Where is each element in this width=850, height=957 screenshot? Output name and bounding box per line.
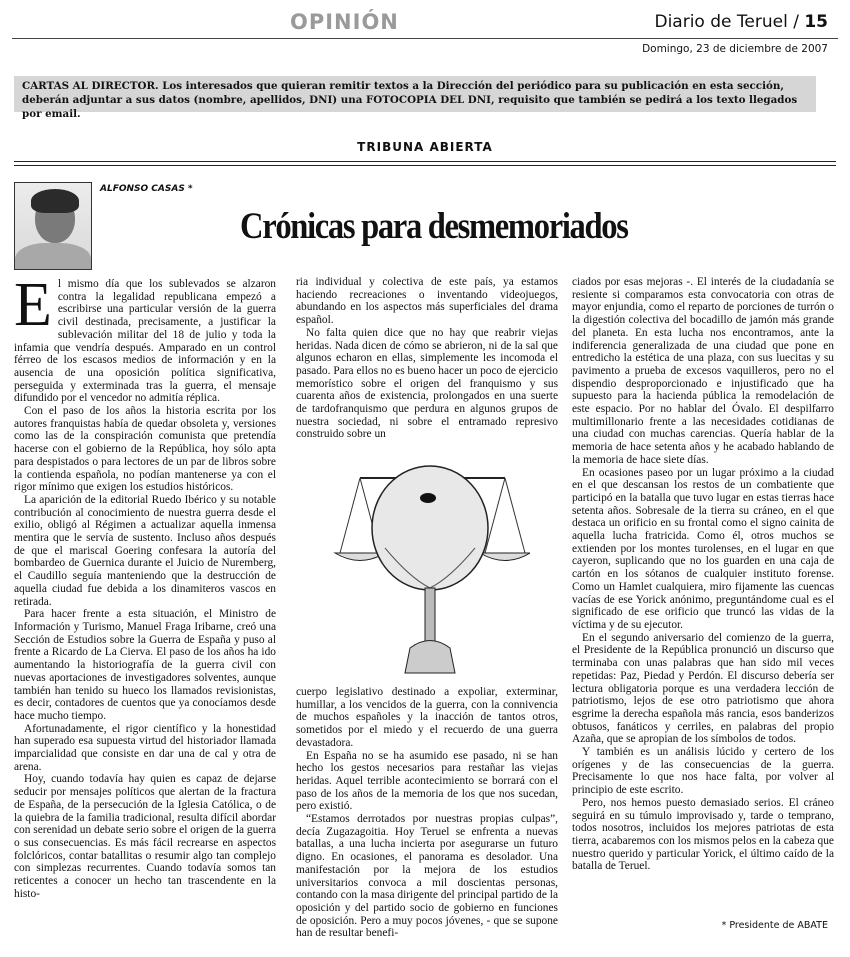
photo-hair bbox=[31, 189, 79, 213]
paragraph: No falta quien dice que no hay que reabrir viejas heridas. Nada dicen de cómo se abrieron, ni de la sal que algunos echaron en ellas, simplemente les incomoda el pasado. Para ellos no es bueno hacer un poco de ejercicio memorístico sobre el origen del franquismo y sus cuarenta años de existencia, prolongados en una suerte de tardofranquismo que perdura en algunos grupos de nuestra sociedad, ni sobre el entramado represivo construido sobre un bbox=[296, 326, 558, 441]
scales-skull-illustration bbox=[330, 458, 530, 680]
paragraph: ciados por esas mejoras -. El interés de la ciudadanía se resiente si comparamos esta convocatoria con otras de mayor enjundia, como el reparto de porciones de turrón o la digestión colectiva del bocadillo de jamón más grande del planeta. En esta lucha nos encontramos, ante la indiferencia generalizada de una ciudad que pone en entredicho la estética de una plaza, con sus luecitas y su pavimento a prueba de excesos vaquilleros, pero no el dispendio desproporcionado e injustificado que ha supuesto para la hacienda pública la remodelación de este espacio. Por no hablar del Óvalo. El despilfarro multimillonario frente a las necesidades cotidianas de una ciudad con muchas carencias. Quería hablar de la memoria de hace setenta años y he acabado hablando de la memoria de hace siete días. bbox=[572, 276, 834, 466]
paragraph: “Estamos derrotados por nuestras propias culpas”, decía Zugazagoitia. Hoy Teruel se enfrenta a nuevas batallas, a una lucha incierta por asegurarse un futuro digno. En ocasiones, el panorama es desolador. Una manifestación por la mejora de los estudios universitarios convoca a mil doscientas personas, contando con la masa dirigente del principal partido de la oposición y del partido socio de gobierno en funciones de oposición. Pero a muy pocos jóvenes, - que se supone han de resultar benefi- bbox=[296, 813, 558, 940]
article-column-3 bbox=[572, 276, 834, 873]
author-footnote: * Presidente de ABATE bbox=[721, 920, 828, 931]
scale-string bbox=[485, 478, 505, 553]
paragraph: Hoy, cuando todavía hay quien es capaz de dejarse seducir por mensajes políticos que alertan de la fractura de España, de la persecución de la Iglesia Católica, o de la quiebra de la familia tradicional, resulta difícil abordar con serenidad un debate serio sobre el origen de la guerra o sus consecuencias. Es más fácil recrearse en aspectos folclóricos, contar batallitas o resumir algo tan complejo con simplezas recurrentes. Cuando todavía somos tan reticentes a conocer un hecho tan trascendente en la histo- bbox=[14, 773, 276, 900]
scale-string bbox=[505, 478, 525, 553]
paragraph: ria individual y colectiva de este país, ya estamos haciendo recreaciones o inventando videojuegos, abundando en los aspectos más superficiales del drama español. bbox=[296, 276, 558, 327]
rubric-rule-bottom bbox=[14, 165, 836, 166]
page-number: 15 bbox=[804, 12, 828, 32]
paper-title: Diario de Teruel / bbox=[654, 12, 799, 32]
paragraph bbox=[14, 271, 276, 405]
paragraph: En España no se ha asumido ese pasado, ni se han hecho los gestos necesarios para restañar las viejas heridas. Aquel terrible acontecimiento se borrará con el paso de los años de la memoria de los que nos sucedan, pero existió. bbox=[296, 749, 558, 813]
scale-string bbox=[340, 478, 360, 553]
paragraph: Pero, nos hemos puesto demasiado serios. El cráneo seguirá en su túmulo improvisado y, tarde o temprano, todos nosotros, incluidos los mejores patriotas de esta tierra, acabaremos con los mismos pelos en la cabeza que nuestro querido y particular Yorick, el último caído de la batalla de Teruel. bbox=[572, 796, 834, 873]
paragraph: En ocasiones paseo por un lugar próximo a la ciudad en el que descansan los restos de un combatiente que participó en la batalla que tuvo lugar en estas tierras hace setenta años. Sobresale de la tierra su cráneo, en el que destaca un orificio en su frontal como el signo cainita de aquella lucha fratricida. Como él, otros muchos se extienden por los montes turolenses, en el lugar en que cayeron, suplicando que no los guarden en una caja de cartón en los sótanos de cualquier instituto forense. Como un Hamlet cualquiera, miro fijamente las cuencas vacías de ese Yorick anónimo, preguntándome cual es el significado de ese orificio que truncó las vidas de la víctima y de su ejecutor. bbox=[572, 466, 834, 631]
paragraph: Con el paso de los años la historia escrita por los autores franquistas había de quedar obsoleta y, versiones como las de la conspiración comunista que pretendía hacerse con el gobierno de la República, hoy sólo apta para despistados o para lectores de un par de libros sobre la contienda española, no podían mantenerse ya con el rigor mínimo que exigen los estudios históricos. bbox=[14, 405, 276, 494]
headline: Crónicas para desmemoriados bbox=[240, 206, 628, 247]
paragraph: cuerpo legislativo destinado a expoliar, exterminar, humillar, a los vencidos de la guerra, con la connivencia de muchos españoles y la inacción de tantos otros, sometidos por el miedo y el recuerdo de una guerra devastadora. bbox=[296, 686, 558, 749]
page-header bbox=[0, 0, 850, 60]
paragraph: En el segundo aniversario del comienzo de la guerra, el Presidente de la República pronunció un discurso que terminaba con unas palabras que han sido mil veces repetidas: Paz, Piedad y Perdón. El discurso debería ser lectura obligatoria porque es una verdadera lección de patriotismo, lejos de ese otro patriotismo que ahora esgrime la derecha española más rancia, esos banderizos obtusos, fanáticos y cerriles, en palabras del propio Azaña, que se apropian de los símbolos de todos. bbox=[572, 631, 834, 746]
paragraph: Para hacer frente a esta situación, el Ministro de Información y Turismo, Manuel Fraga Iribarne, creó una Sección de Estudios sobre la Guerra de España y puso al frente a Ricardo de La Cierva. El paso de los años ha ido aumentando la historiografía de la guerra civil con nuevas aportaciones de investigadores solventes, aunque también han tenido su hueco los llamados revisionistas, es decir, contadores de cuentos que ya conocíamos desde hace mucho tiempo. bbox=[14, 608, 276, 722]
article-column-2-bottom bbox=[296, 686, 558, 940]
paragraph: Y también es un análisis lúcido y certero de los orígenes y de las consecuencias de la guerra. Precisamente lo que nos hace falta, por volver al principio de este escrito. bbox=[572, 746, 834, 797]
scale-stem bbox=[425, 588, 435, 648]
letters-notice: CARTAS AL DIRECTOR. Los interesados que quieran remitir textos a la Dirección del periódico para su publicación en esta sección, deberán adjuntar a sus datos (nombre, apellidos, DNI) una FOTOCOPIA DEL DNI, requisito que también se pedirá a los texto llegados por email. bbox=[14, 76, 816, 112]
scale-base bbox=[405, 641, 455, 674]
author-photo bbox=[14, 182, 92, 270]
rubric-rule-top bbox=[14, 161, 836, 162]
article-column-1 bbox=[14, 271, 276, 900]
drop-cap: E bbox=[14, 271, 52, 339]
author-byline: ALFONSO CASAS * bbox=[100, 184, 193, 194]
article-column-2-top bbox=[296, 276, 558, 441]
scale-pan-right bbox=[480, 553, 530, 561]
bullet-hole bbox=[420, 493, 436, 503]
photo-shoulders bbox=[15, 243, 91, 270]
paragraph: Afortunadamente, el rigor científico y la honestidad han superado esa supuesta virtud del historiador llamada imparcialidad que consiste en dar una de cal y otra de arena. bbox=[14, 722, 276, 773]
newspaper-name bbox=[654, 12, 828, 32]
skull bbox=[372, 466, 488, 590]
rubric: TRIBUNA ABIERTA bbox=[357, 140, 493, 154]
issue-date: Domingo, 23 de diciembre de 2007 bbox=[642, 43, 828, 55]
section-title: OPINIÓN bbox=[290, 10, 399, 34]
paragraph-text: l mismo día que los sublevados se alzaron contra la legalidad republicana empezó a escribirse una particular versión de la guerra civil destinada, precisamente, a justificar la sublevación militar del 18 de julio y toda la infamia que vendría después. Amparado en un control férreo de los escasos medios de información y en la ausencia de una oposición política significativa, perseguida y exterminada tras la guerra, el mensaje difundido por el vencedor no admitía réplica. bbox=[14, 278, 276, 405]
header-rule bbox=[12, 38, 838, 39]
paragraph: La aparición de la editorial Ruedo Ibérico y su notable contribución al conocimiento de nuestra guerra desde el exilio, obligó al Régimen a actualizar aquella inmensa mentira que le servía de sustento. Incluso años después de que el mariscal Goering confesara la autoría del bombardeo de Guernica durante el Juicio de Nuremberg, el Caudillo seguía manteniendo que la destrucción de aquella ciudad fue debida a los dinamiteros vascos en retirada. bbox=[14, 493, 276, 608]
